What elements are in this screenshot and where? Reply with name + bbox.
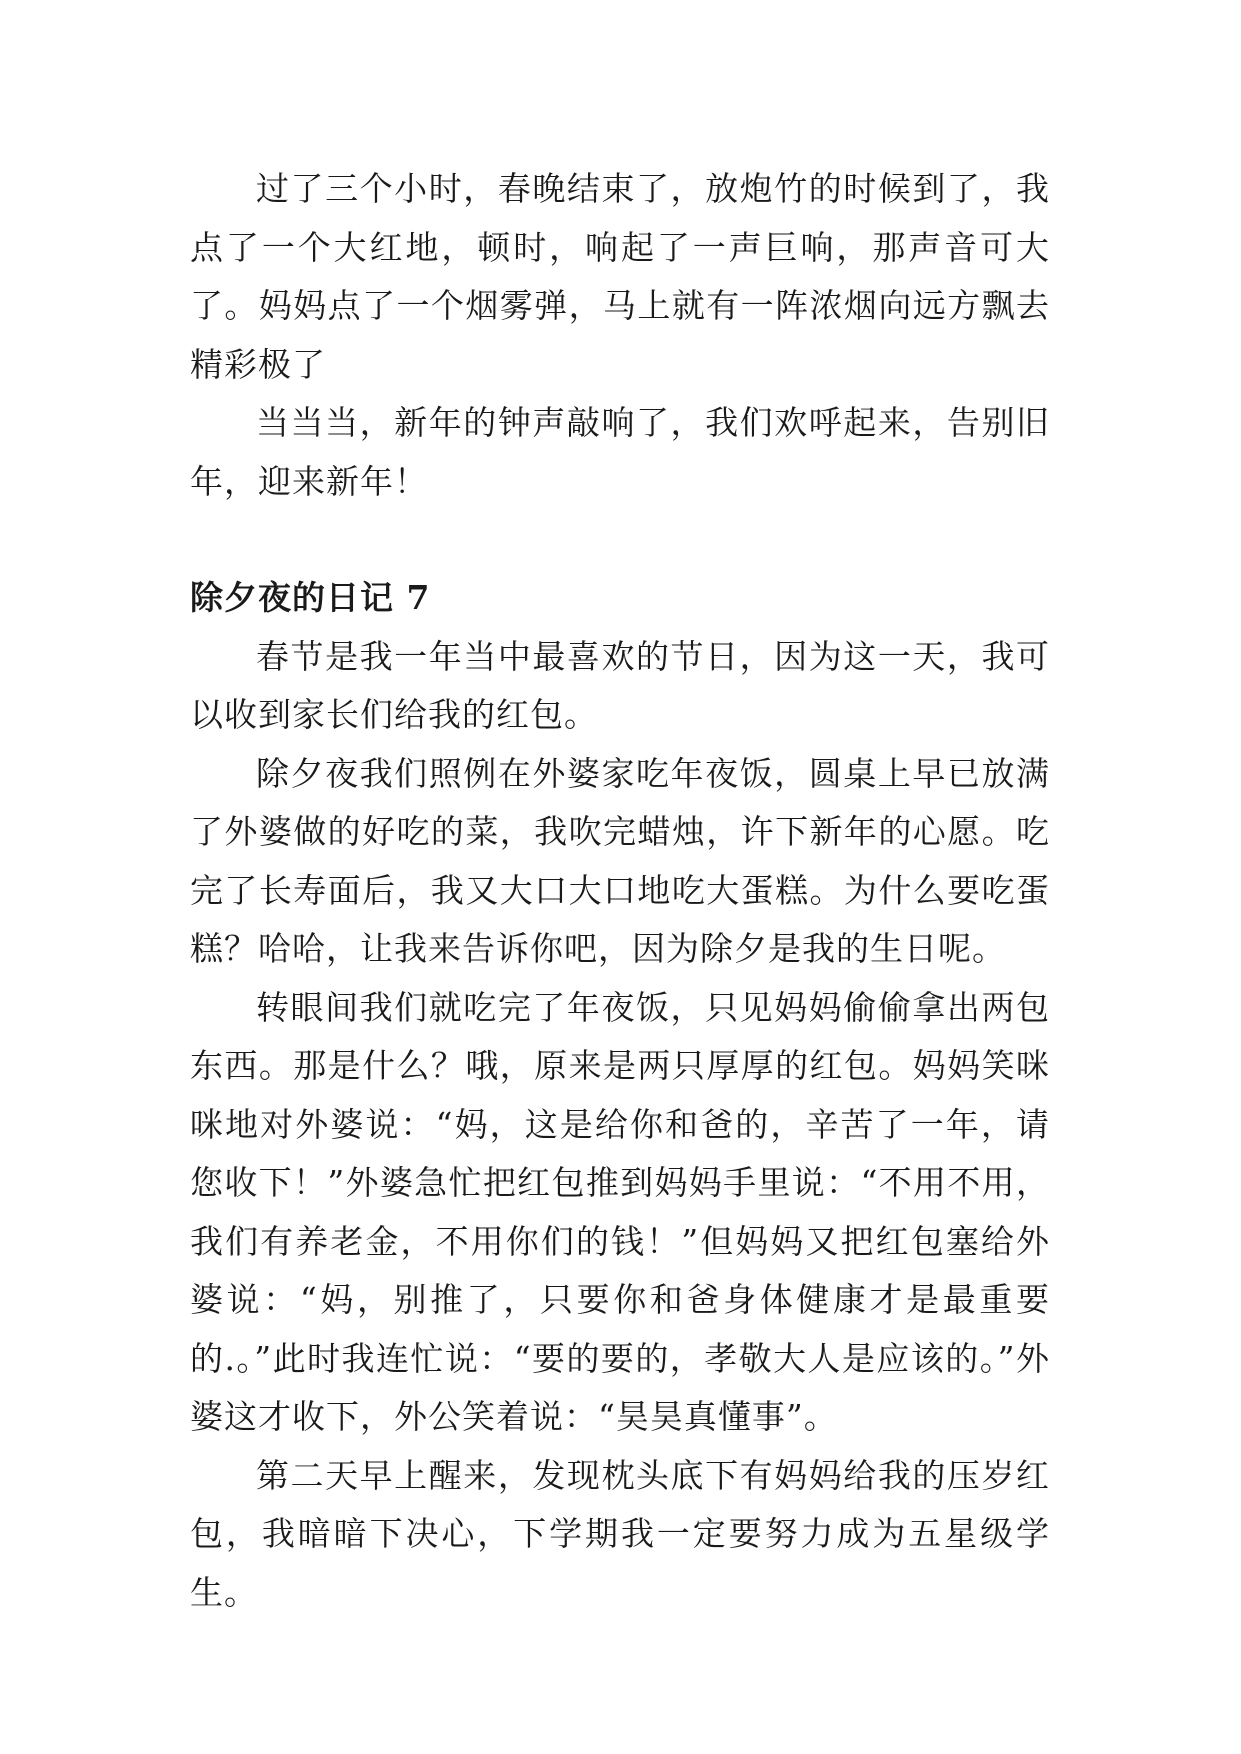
paragraph-next-morning: 第二天早上醒来，发现枕头底下有妈妈给我的压岁红包，我暗暗下决心，下学期我一定要努力成为五星级学生。 xyxy=(190,1455,1050,1612)
paragraph-new-year-bell: 当当当，新年的钟声敲响了，我们欢呼起来，告别旧年，迎来新年！ xyxy=(190,403,1050,501)
section-title: 除夕夜的日记 7 xyxy=(190,578,431,617)
paragraph-fireworks: 过了三个小时，春晚结束了，放炮竹的时候到了，我点了一个大红地，顿时，响起了一声巨响，那声音可大了。妈妈点了一个烟雾弹，马上就有一阵浓烟向远方飘去精彩极了 xyxy=(190,169,1050,384)
paragraph-red-envelopes: 转眼间我们就吃完了年夜饭，只见妈妈偷偷拿出两包东西。那是什么？哦，原来是两只厚厚的红包。妈妈笑咪咪地对外婆说：“妈，这是给你和爸的，辛苦了一年，请您收下！”外婆急忙把红包推到妈妈手里说：“不用不用，我们有养老金，不用你们的钱！”但妈妈又把红包塞给外婆说：“妈，别推了，只要你和爸身体健康才是最重要的.。”此时我连忙说：“要的要的，孝敬大人是应该的。”外婆这才收下，外公笑着说：“昊昊真懂事”。 xyxy=(190,987,1050,1436)
document-body xyxy=(190,160,1050,1622)
paragraph-spring-festival: 春节是我一年当中最喜欢的节日，因为这一天，我可以收到家长们给我的红包。 xyxy=(190,636,1050,734)
paragraph-dinner: 除夕夜我们照例在外婆家吃年夜饭，圆桌上早已放满了外婆做的好吃的菜，我吹完蜡烛，许下新年的心愿。吃完了长寿面后，我又大口大口地吃大蛋糕。为什么要吃蛋糕？哈哈，让我来告诉你吧，因为除夕是我的生日呢。 xyxy=(190,753,1050,968)
section-spacer xyxy=(190,511,1050,569)
